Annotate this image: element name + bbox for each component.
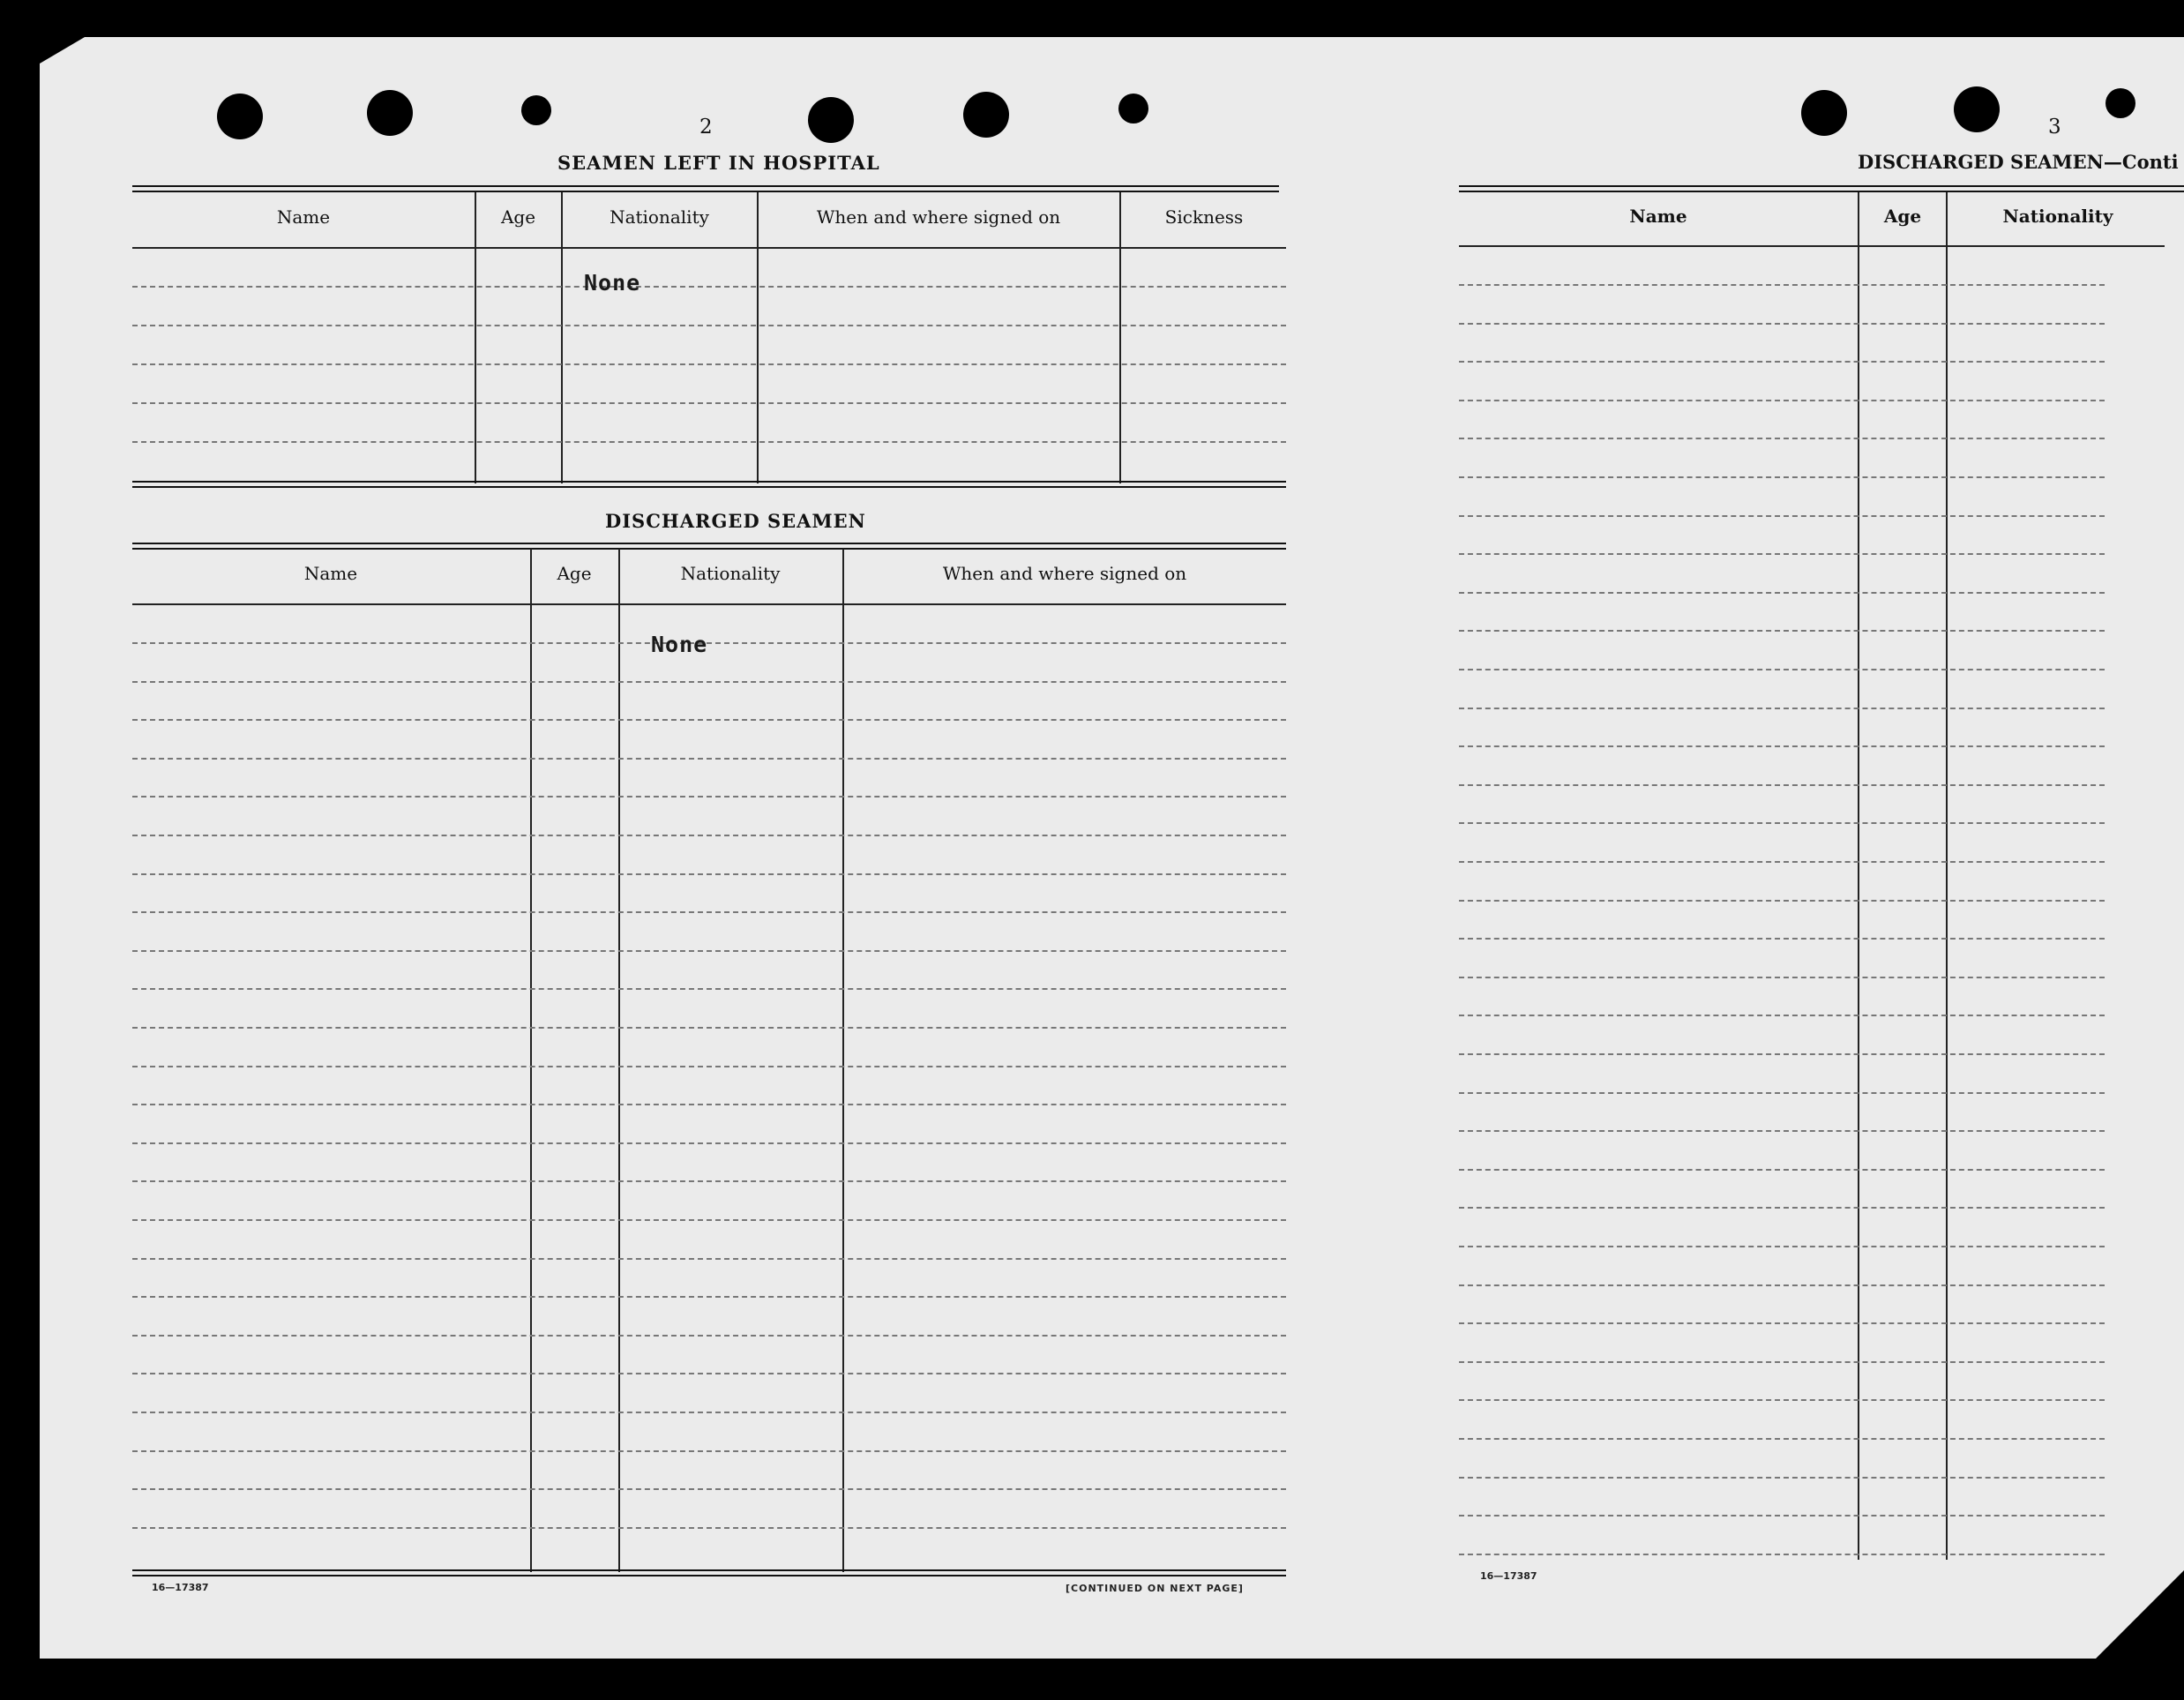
punch-hole [1954,86,2000,132]
ruled-line [132,1258,1286,1260]
ruled-line [1459,284,2105,286]
ruled-line [1459,1361,2105,1363]
form-number: 16—17387 [1480,1570,1537,1582]
column-header-sickness: Sickness [1164,206,1244,228]
column-header-name: Name [276,206,331,228]
ruled-line [1459,938,2105,940]
ruled-line [1459,1322,2105,1324]
column-divider [618,549,620,1572]
ruled-line [1459,1092,2105,1094]
ruled-line [1459,476,2105,478]
punch-hole [963,92,1009,138]
ruled-line [132,441,1286,443]
column-divider [1946,192,1948,1560]
column-header-nationality: Nationality [2002,206,2113,227]
column-divider [1119,192,1121,483]
ruled-line [1459,708,2105,709]
column-divider [561,192,563,483]
punch-hole [2105,88,2135,118]
section-rule [132,185,1279,192]
ruled-line [1459,1207,2105,1209]
page-number: 2 [699,116,713,139]
ruled-line [132,1488,1286,1490]
column-divider [530,549,532,1572]
column-divider [1858,192,1859,1560]
ruled-line [132,835,1286,836]
ruled-line [1459,1284,2105,1286]
page-number: 3 [2048,116,2061,139]
ruled-line [1459,1554,2105,1555]
ruled-line [132,911,1286,913]
column-header-name: Name [1629,206,1687,227]
column-header-signed-on: When and where signed on [816,206,1061,228]
ruled-line [132,796,1286,798]
column-header-nationality: Nationality [610,206,709,228]
ruled-line [1459,1169,2105,1171]
ruled-line [1459,515,2105,517]
ruled-line [1459,900,2105,902]
punch-hole [1118,94,1148,124]
continued-note: [CONTINUED ON NEXT PAGE] [1066,1583,1244,1594]
column-header-signed-on: When and where signed on [942,563,1187,584]
ruled-line [132,988,1286,990]
section-rule [132,1569,1286,1576]
column-divider [475,192,476,483]
hospital-section-title: SEAMEN LEFT IN HOSPITAL [557,152,880,174]
column-divider [842,549,844,1572]
ruled-line [1459,1438,2105,1440]
ruled-line [132,1450,1286,1452]
ruled-line [1459,977,2105,978]
discharged-section-title: DISCHARGED SEAMEN [605,510,866,532]
ruled-line [132,681,1286,683]
ruled-line [132,1066,1286,1067]
section-rule [1459,185,2184,192]
column-header-age: Age [557,563,592,584]
ruled-line [1459,822,2105,824]
header-rule [132,247,1286,249]
ruled-line [132,1527,1286,1529]
ruled-line [132,950,1286,952]
column-header-age: Age [1883,206,1922,227]
column-header-nationality: Nationality [680,563,781,584]
ruled-line [132,1412,1286,1413]
punch-hole [808,97,854,143]
ruled-line [1459,323,2105,325]
ruled-line [1459,1015,2105,1016]
punch-hole [367,90,413,136]
ruled-line [1459,1477,2105,1479]
column-header-name: Name [303,563,358,584]
punch-hole [521,95,551,125]
ruled-line [132,642,1286,644]
punch-hole [1801,90,1847,136]
ruled-line [1459,438,2105,439]
section-rule [132,481,1286,488]
column-divider [757,192,759,483]
form-number: 16—17387 [152,1582,209,1593]
header-rule [132,603,1286,605]
ruled-line [132,1296,1286,1298]
ruled-line [1459,592,2105,594]
ruled-line [132,719,1286,721]
typed-entry: None [584,270,641,296]
ruled-line [132,325,1286,326]
ruled-line [1459,630,2105,632]
ruled-line [132,1142,1286,1144]
ruled-line [1459,400,2105,401]
ruled-line [132,1027,1286,1029]
ruled-line [1459,361,2105,363]
column-header-age: Age [500,206,536,228]
header-rule [1459,245,2165,247]
section-rule [132,543,1286,550]
ruled-line [1459,1130,2105,1132]
ruled-line [1459,745,2105,747]
ruled-line [132,1104,1286,1105]
ruled-line [132,873,1286,875]
ruled-line [132,1373,1286,1374]
ruled-line [132,1219,1286,1221]
ruled-line [132,1180,1286,1182]
ruled-line [1459,553,2105,555]
ruled-line [1459,784,2105,786]
discharged-continued-title: DISCHARGED SEAMEN—Conti [1858,151,2179,173]
ruled-line [132,758,1286,760]
ruled-line [1459,861,2105,863]
ruled-line [132,363,1286,365]
ruled-line [1459,1246,2105,1247]
ruled-line [132,1335,1286,1337]
ruled-line [132,402,1286,404]
punch-hole [217,94,263,139]
ruled-line [1459,1053,2105,1055]
typed-entry: None [651,632,708,657]
ruled-line [1459,1515,2105,1517]
ruled-line [1459,669,2105,670]
ruled-line [1459,1399,2105,1401]
ruled-line [132,286,1286,288]
